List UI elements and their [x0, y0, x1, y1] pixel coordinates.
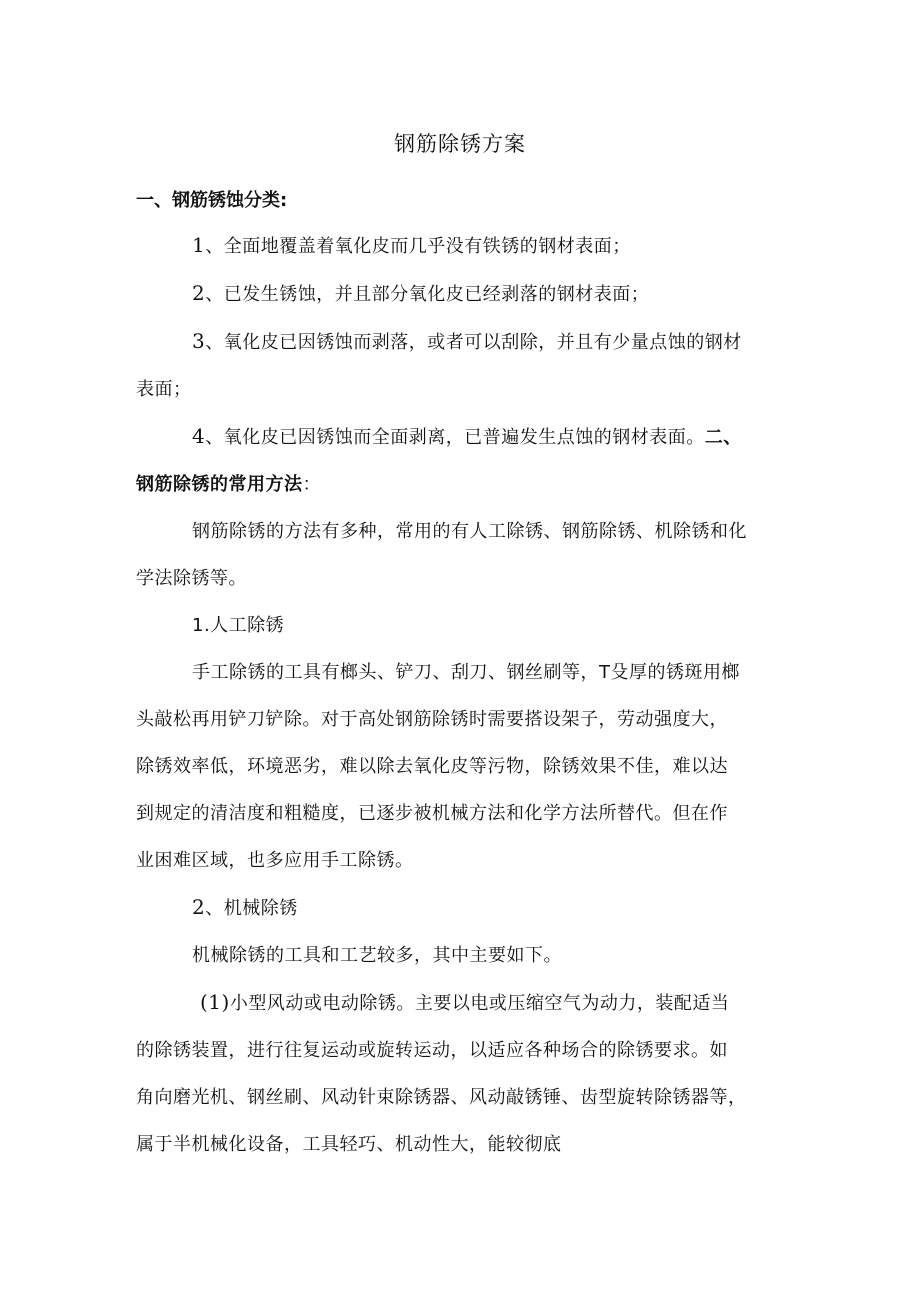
subsection-title-mechanical: 2、机械除锈 — [192, 895, 298, 919]
section-heading-methods-prefix: 二、 — [704, 427, 742, 448]
paragraph-line: 到规定的清洁度和粗糙度，已逐步被机械方法和化学方法所替代。但在作 — [136, 803, 728, 824]
subsection-title-manual: 1.人工除锈 — [192, 615, 285, 636]
methods-intro-continuation: 学法除锈等。 — [136, 568, 247, 589]
list-item: 4、氧化皮已因锈蚀而全面剥离，已普遍发生点蚀的钢材表面。二、 — [192, 424, 742, 448]
paragraph-line: (1)小型风动或电动除锈。主要以电或压缩空气为动力，装配适当 — [200, 990, 730, 1014]
paragraph-line: 角向磨光机、钢丝刷、风动针束除锈器、风动敲锈锤、齿型旋转除锈器等， — [136, 1087, 747, 1108]
paragraph-line: 机械除锈的工具和工艺较多，其中主要如下。 — [192, 945, 562, 966]
classification-list — [136, 222, 796, 1168]
list-item-continuation: 表面； — [136, 379, 192, 400]
paragraph-line: 业困难区域，也多应用手工除锈。 — [136, 850, 414, 871]
paragraph-line: 除锈效率低，环境恶劣，难以除去氧化皮等污物，除锈效果不佳，难以达 — [136, 756, 728, 777]
methods-intro: 钢筋除锈的方法有多种，常用的有人工除锈、钢筋除锈、机除锈和化 — [192, 521, 747, 542]
list-item: 3、氧化皮已因锈蚀而剥落，或者可以刮除，并且有少量点蚀的钢材 — [192, 329, 742, 353]
paragraph-line: 属于半机械化设备，工具轻巧、机动性大，能较彻底 — [136, 1134, 562, 1155]
paragraph-line: 的除锈装置，进行往复运动或旋转运动，以适应各种场合的除锈要求。如 — [136, 1040, 728, 1061]
paragraph-line: 手工除锈的工具有榔头、铲刀、刮刀、钢丝刷等，T殳厚的锈斑用榔 — [192, 662, 740, 683]
list-item: 2、已发生锈蚀，并且部分氧化皮已经剥落的钢材表面； — [192, 281, 650, 305]
section-heading-classification: 一、钢筋锈蚀分类: — [136, 190, 288, 211]
paragraph-line: 头敲松再用铲刀铲除。对于高处钢筋除锈时需要搭设架子，劳动强度大， — [136, 709, 728, 730]
page-title: 钢筋除锈方案 — [394, 132, 526, 156]
section-heading-methods: 钢筋除锈的常用方法： — [136, 474, 321, 495]
list-item: 1、全面地覆盖着氧化皮而几乎没有铁锈的钢材表面； — [192, 233, 631, 257]
